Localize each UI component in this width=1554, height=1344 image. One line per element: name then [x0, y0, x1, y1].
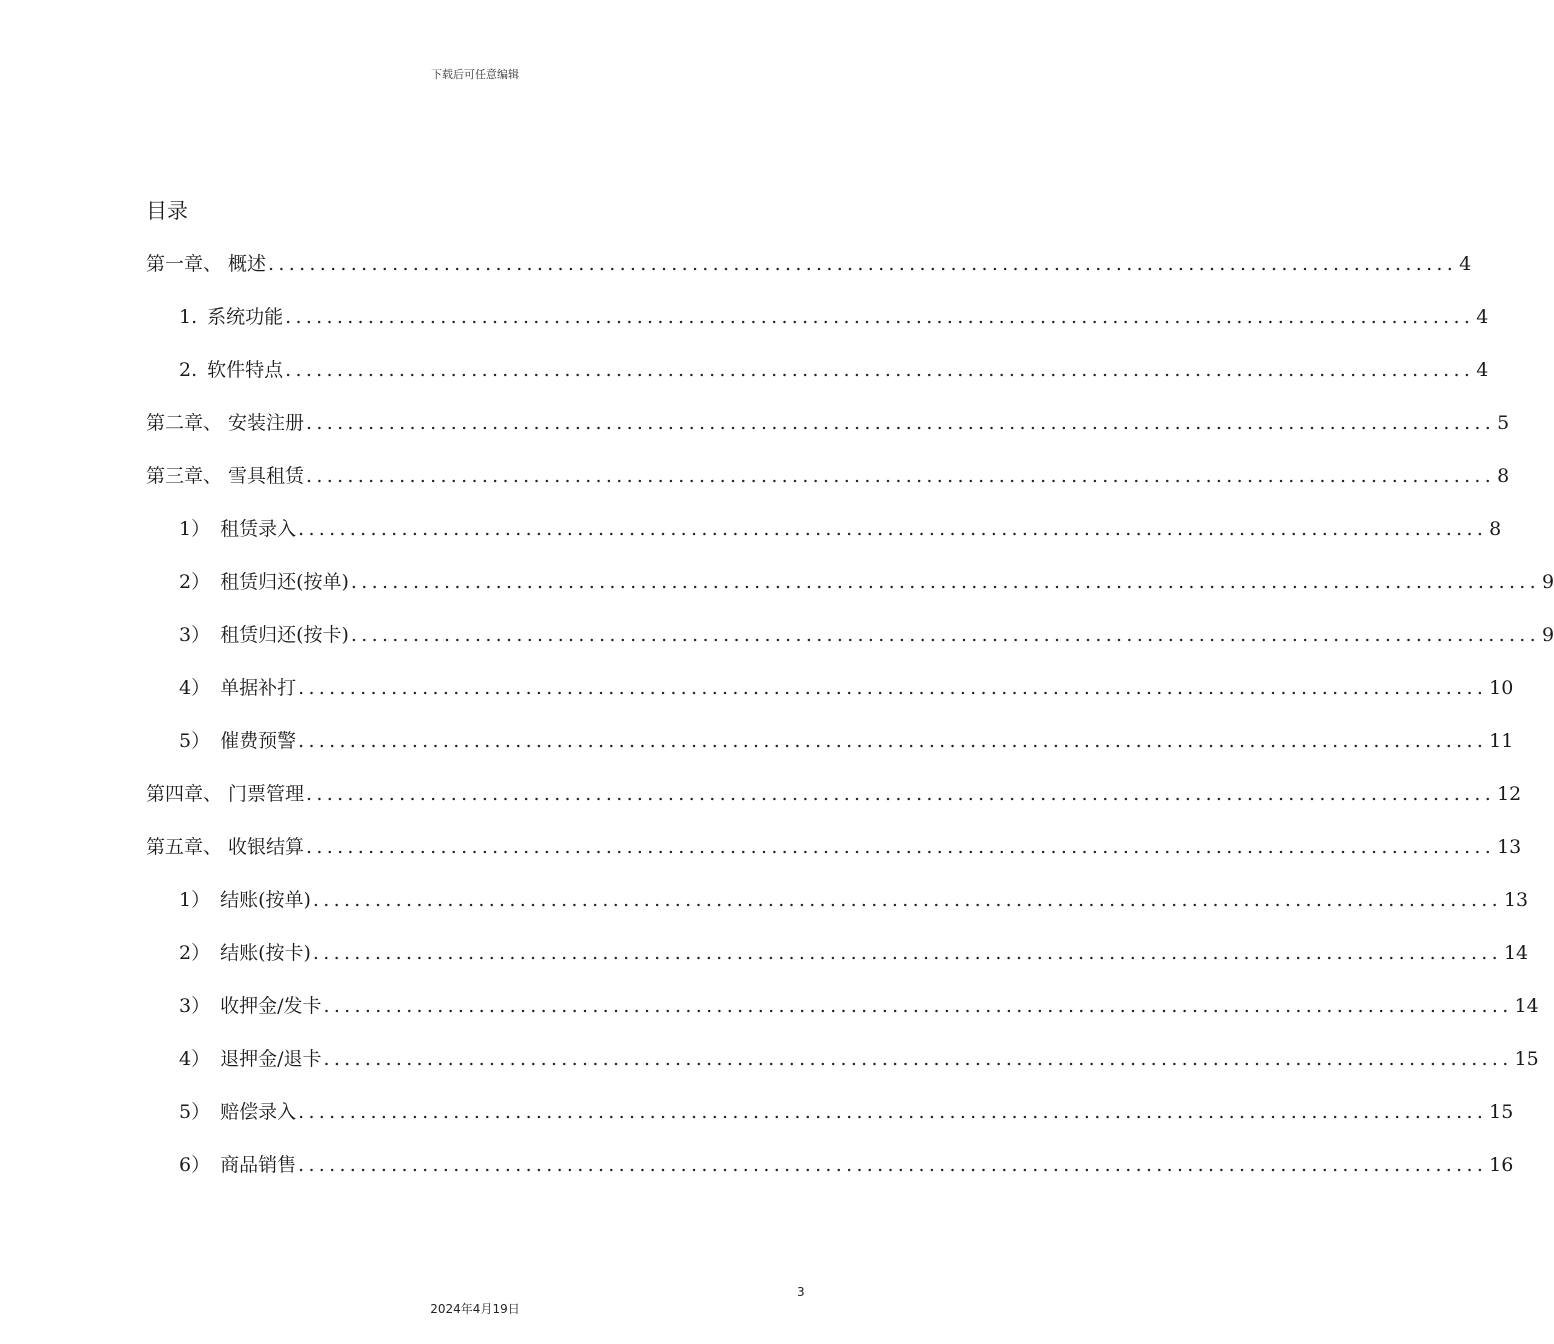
toc-entry-number: 4）: [179, 1048, 211, 1070]
toc-entry-page: 12: [1497, 783, 1522, 805]
toc-entry-label: 催费预警: [220, 730, 297, 752]
toc-dot-leader: ...................................................................................................................: [285, 359, 1475, 381]
toc-entry[interactable]: [146, 780, 1522, 833]
toc-entry[interactable]: [146, 409, 1510, 462]
toc-entry[interactable]: [146, 515, 1502, 568]
toc-entry-page: 16: [1489, 1154, 1514, 1176]
toc-entry-label: 收押金/发卡: [220, 995, 322, 1017]
toc-dot-leader: ...................................................................................................................: [306, 783, 1496, 805]
toc-entry-number: 5）: [179, 1101, 211, 1123]
toc-entry-label: 结账(按卡): [220, 942, 311, 964]
toc-entry-label: 租赁录入: [220, 518, 297, 540]
toc-entry-number: 4）: [179, 677, 211, 699]
page-number: 3: [797, 1285, 805, 1299]
toc-entry-label: 第五章、 收银结算: [146, 836, 305, 858]
toc-dot-leader: ...................................................................................................................: [312, 942, 1502, 964]
toc-entry-label: 单据补打: [220, 677, 297, 699]
toc-entry-label: 第一章、 概述: [146, 253, 267, 275]
toc-dot-leader: ...................................................................................................................: [306, 836, 1496, 858]
toc-entry-page: 11: [1489, 730, 1514, 752]
toc-dot-leader: ...................................................................................................................: [298, 730, 1488, 752]
toc-entry-number: 2）: [179, 942, 211, 964]
toc-entry-page: 9: [1541, 571, 1554, 593]
toc-entry-number: 1）: [179, 518, 211, 540]
toc-entry[interactable]: [146, 462, 1510, 515]
toc-entry-label: 退押金/退卡: [220, 1048, 322, 1070]
toc-entry[interactable]: [146, 568, 1554, 621]
toc-entry-label: 软件特点: [207, 359, 284, 381]
toc-dot-leader: ...................................................................................................................: [268, 253, 1458, 275]
toc-entry-page: 15: [1514, 1048, 1539, 1070]
toc-dot-leader: ...................................................................................................................: [298, 677, 1488, 699]
table-of-contents: [146, 250, 1554, 1204]
toc-entry-number: 1）: [179, 889, 211, 911]
toc-entry-label: 租赁归还(按卡): [220, 624, 349, 646]
toc-entry[interactable]: [146, 992, 1539, 1045]
toc-dot-leader: ...................................................................................................................: [323, 995, 1513, 1017]
toc-entry[interactable]: [146, 674, 1514, 727]
toc-dot-leader: ...................................................................................................................: [323, 1048, 1513, 1070]
toc-dot-leader: ...................................................................................................................: [306, 412, 1496, 434]
toc-entry-number: 5）: [179, 730, 211, 752]
toc-entry-page: 8: [1497, 465, 1510, 487]
toc-dot-leader: ...................................................................................................................: [312, 889, 1502, 911]
toc-entry-label: 商品销售: [220, 1154, 297, 1176]
toc-entry[interactable]: [146, 886, 1529, 939]
toc-entry-page: 15: [1489, 1101, 1514, 1123]
toc-entry-page: 4: [1476, 306, 1489, 328]
toc-entry[interactable]: [146, 833, 1522, 886]
toc-entry[interactable]: [146, 250, 1472, 303]
toc-dot-leader: ...................................................................................................................: [298, 1154, 1488, 1176]
toc-dot-leader: ...................................................................................................................: [285, 306, 1475, 328]
toc-entry-number: 1.: [179, 306, 198, 328]
toc-entry-label: 租赁归还(按单): [220, 571, 349, 593]
toc-dot-leader: ...................................................................................................................: [298, 518, 1488, 540]
toc-title: 目录: [146, 199, 188, 223]
toc-entry-label: 系统功能: [207, 306, 284, 328]
toc-entry[interactable]: [146, 621, 1554, 674]
toc-dot-leader: ...................................................................................................................: [350, 571, 1540, 593]
footer-date: 2024年4月19日: [430, 1302, 520, 1316]
toc-entry[interactable]: [146, 303, 1489, 356]
toc-entry[interactable]: [146, 727, 1514, 780]
toc-entry-number: 2.: [179, 359, 198, 381]
toc-entry-page: 13: [1503, 889, 1529, 911]
toc-entry-number: 2）: [179, 571, 211, 593]
toc-entry[interactable]: [146, 356, 1489, 409]
toc-entry[interactable]: [146, 939, 1529, 992]
toc-entry-page: 14: [1503, 942, 1529, 964]
toc-entry-page: 8: [1489, 518, 1502, 540]
toc-entry[interactable]: [146, 1045, 1539, 1098]
toc-entry[interactable]: [146, 1098, 1514, 1151]
toc-entry-page: 10: [1489, 677, 1514, 699]
toc-entry-number: 6）: [179, 1154, 211, 1176]
toc-entry-label: 第四章、 门票管理: [146, 783, 305, 805]
toc-entry-page: 13: [1497, 836, 1522, 858]
toc-entry-label: 第三章、 雪具租赁: [146, 465, 305, 487]
toc-entry-label: 赔偿录入: [220, 1101, 297, 1123]
toc-entry-page: 4: [1459, 253, 1472, 275]
toc-entry[interactable]: [146, 1151, 1514, 1204]
toc-entry-number: 3）: [179, 624, 211, 646]
toc-entry-page: 14: [1514, 995, 1539, 1017]
toc-entry-number: 3）: [179, 995, 211, 1017]
toc-entry-page: 9: [1541, 624, 1554, 646]
header-note: 下载后可任意编辑: [431, 68, 519, 81]
toc-dot-leader: ...................................................................................................................: [298, 1101, 1488, 1123]
toc-dot-leader: ...................................................................................................................: [306, 465, 1496, 487]
toc-entry-label: 第二章、 安装注册: [146, 412, 305, 434]
toc-entry-page: 5: [1497, 412, 1510, 434]
toc-entry-page: 4: [1476, 359, 1489, 381]
toc-dot-leader: ...................................................................................................................: [350, 624, 1540, 646]
toc-entry-label: 结账(按单): [220, 889, 311, 911]
